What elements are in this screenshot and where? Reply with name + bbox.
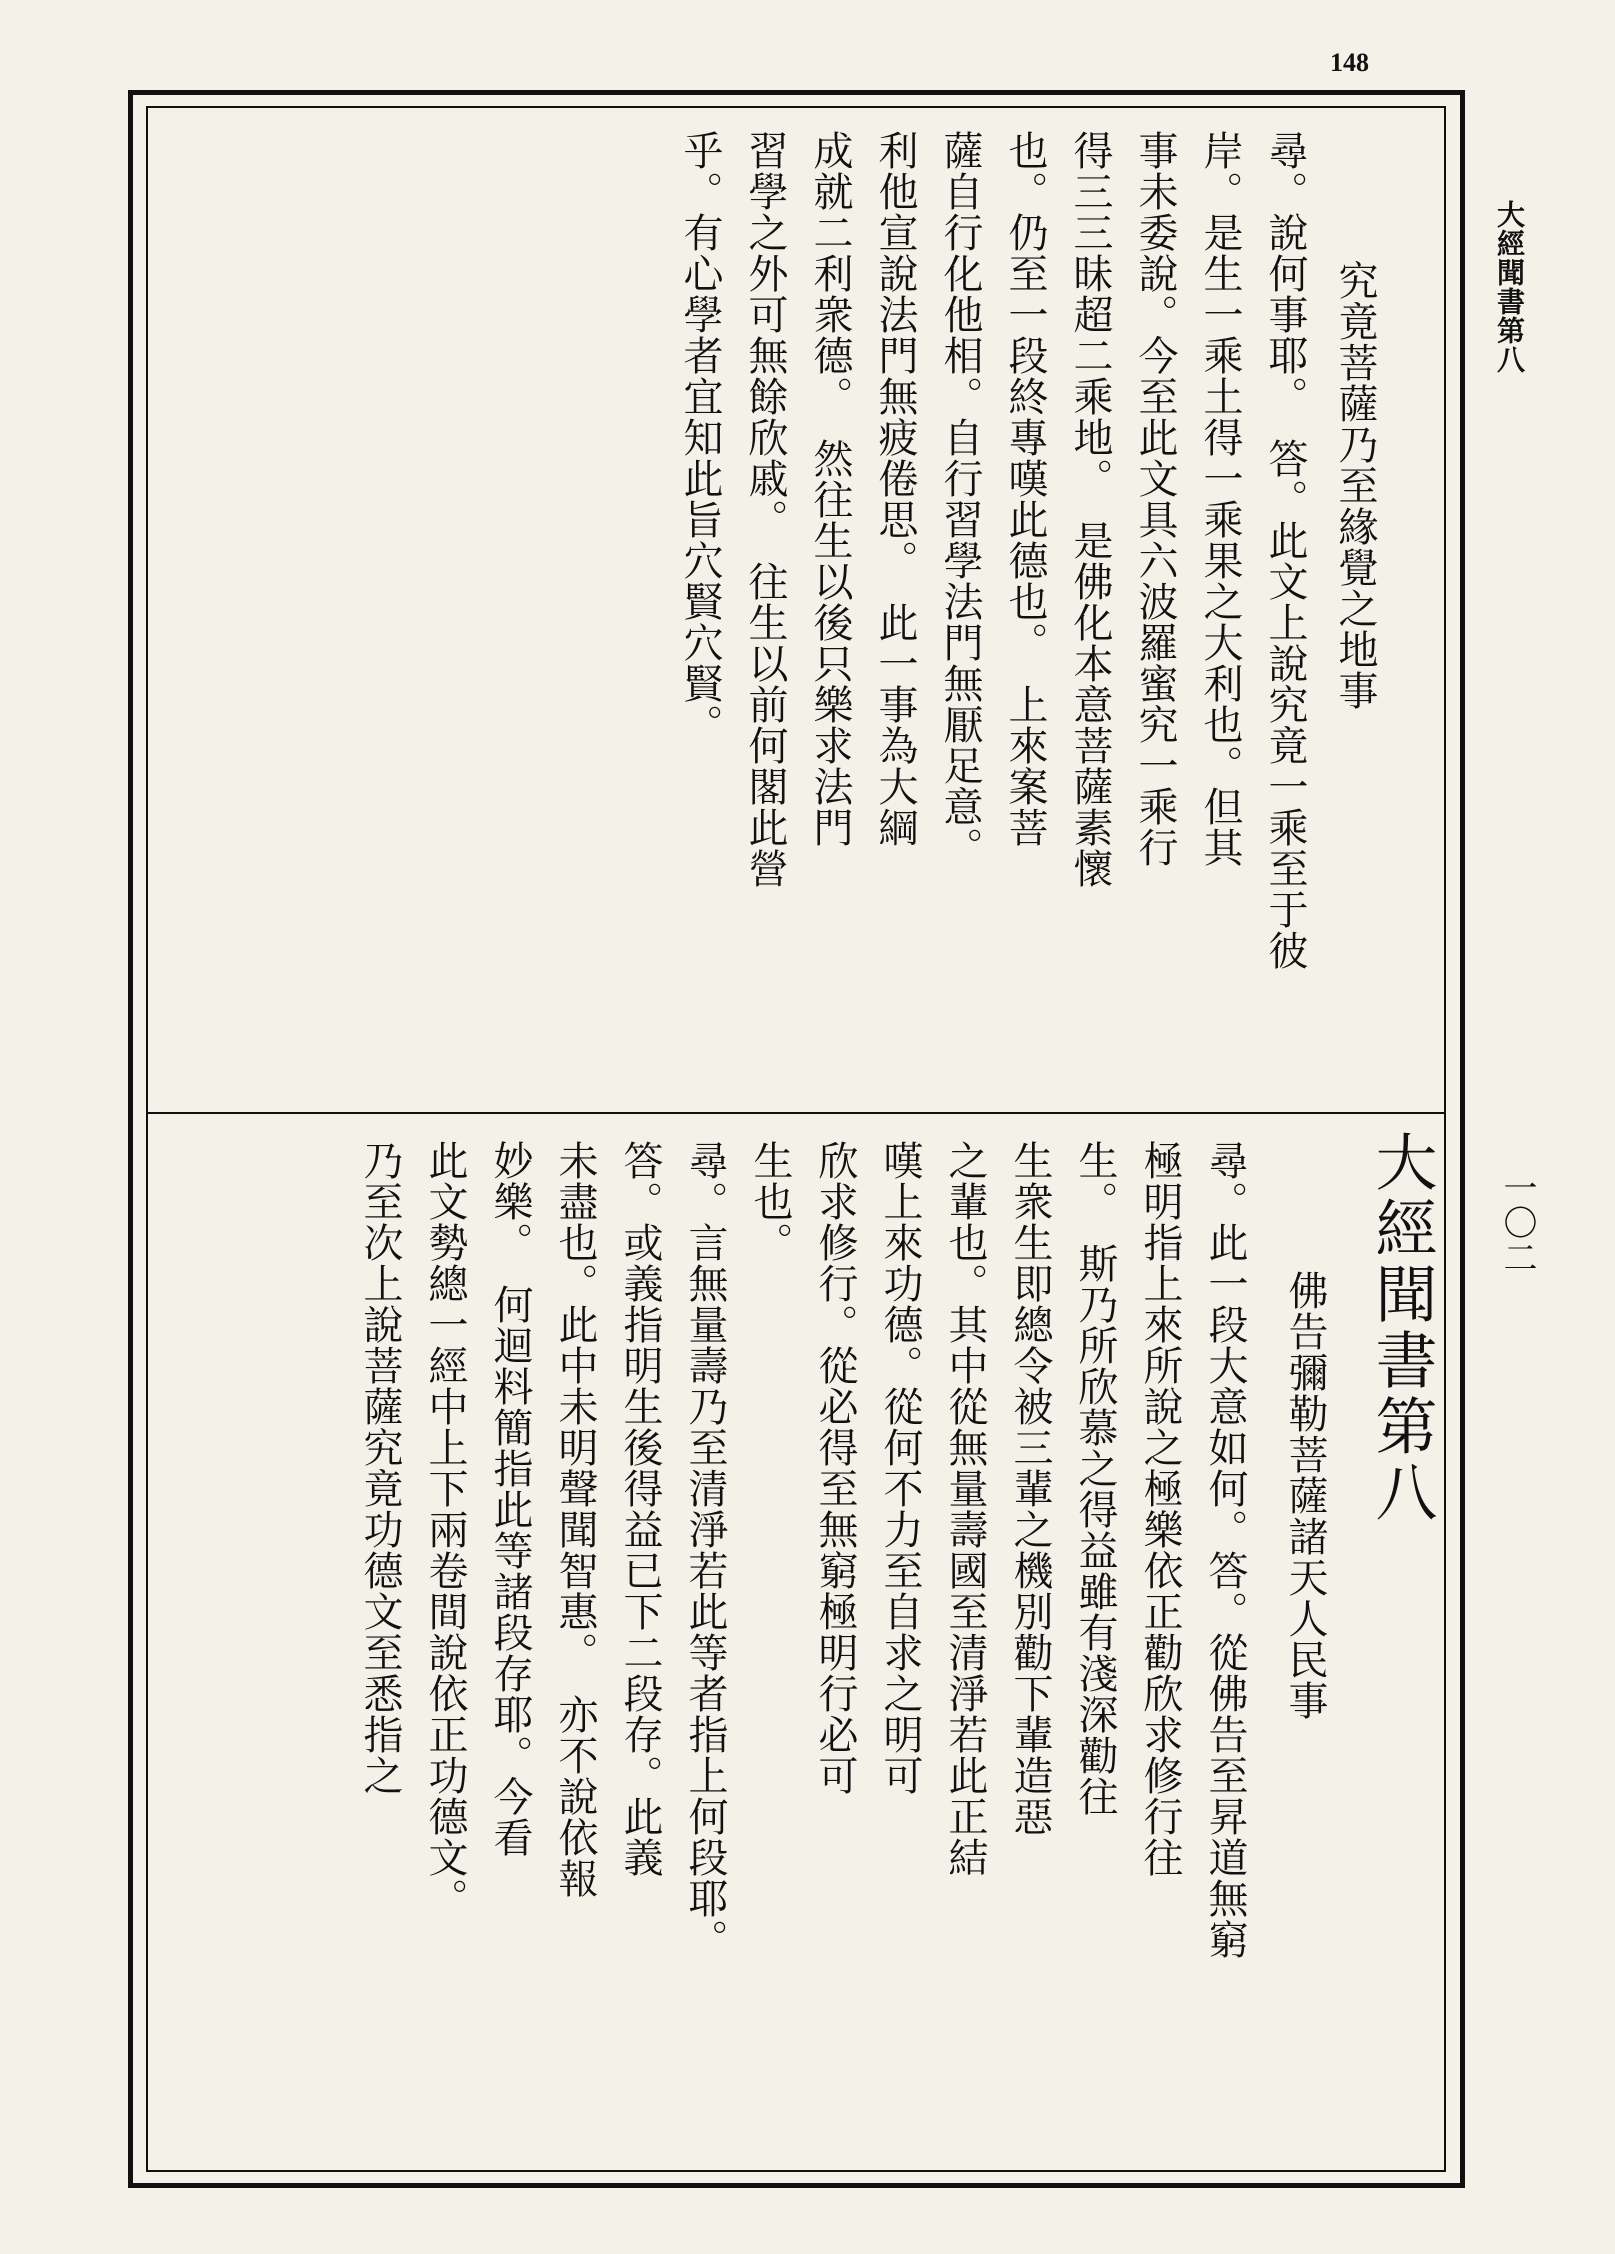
top-column-8: 成就二利衆德。 然往生以後只樂求法門 xyxy=(807,130,853,848)
bottom-column-4: 生衆生即總令被三輩之機別勸下輩造惡 xyxy=(1007,1140,1053,1837)
bottom-column-6: 嘆上來功德。從何不力至自求之明可 xyxy=(877,1140,923,1796)
top-column-5: 也。仍至一段終專嘆此德也。 上來案菩 xyxy=(1002,130,1048,848)
bottom-column-12: 妙樂。 何迴料簡指此等諸段存耶。今看 xyxy=(487,1140,533,1858)
bottom-column-13: 此文勢總一經中上下兩卷間說依正功德文。 xyxy=(422,1140,468,1919)
top-column-7: 利他宣說法門無疲倦思。 此一事為大綱 xyxy=(872,130,918,848)
top-column-9: 習學之外可無餘欣戚。 往生以前何閣此營 xyxy=(742,130,788,889)
side-title: 大經聞書第八 xyxy=(1493,200,1526,374)
bottom-section-heading: 佛告彌勒菩薩諸天人民事 xyxy=(1282,1270,1328,1721)
page-number: 148 xyxy=(1330,48,1369,77)
bottom-column-1: 尋。此一段大意如何。答。從佛告至昇道無窮 xyxy=(1202,1140,1248,1960)
bottom-column-5: 之輩也。其中從無量壽國至清淨若此正結 xyxy=(942,1140,988,1878)
bottom-column-7: 欣求修行。從必得至無窮極明行必可 xyxy=(812,1140,858,1796)
section-divider xyxy=(148,1112,1444,1114)
bottom-column-11: 未盡也。此中未明聲聞智惠。 亦不說依報 xyxy=(552,1140,598,1899)
bottom-column-14: 乃至次上說菩薩究竟功德文至悉指之 xyxy=(357,1140,403,1796)
top-column-4: 得三三昧超二乘地。 是佛化本意菩薩素懷 xyxy=(1067,130,1113,889)
chapter-title: 大經聞書第八 xyxy=(1365,1130,1438,1526)
inner-frame xyxy=(146,106,1446,2172)
top-column-3: 事未委說。今至此文具六波羅蜜究一乘行 xyxy=(1132,130,1178,868)
top-column-10: 乎。有心學者宜知此旨穴賢穴賢。 xyxy=(677,130,723,745)
bottom-column-9: 尋。言無量壽乃至清淨若此等者指上何段耶。 xyxy=(682,1140,728,1960)
bottom-column-10: 答。或義指明生後得益已下二段存。此義 xyxy=(617,1140,663,1878)
folio-number: 一〇二 xyxy=(1497,1170,1537,1275)
bottom-column-3: 生。 斯乃所欣慕之得益雖有淺深勸往 xyxy=(1072,1140,1118,1817)
top-column-1: 尋。說何事耶。 答。此文上說究竟一乘至于彼 xyxy=(1262,130,1308,971)
top-column-6: 薩自行化他相。自行習學法門無厭足意。 xyxy=(937,130,983,868)
top-column-2: 岸。是生一乘土得一乘果之大利也。但其 xyxy=(1197,130,1243,868)
top-section-heading: 究竟菩薩乃至緣覺之地事 xyxy=(1332,260,1378,711)
bottom-column-8: 生也。 xyxy=(747,1140,793,1263)
bottom-column-2: 極明指上來所說之極樂依正勸欣求修行往 xyxy=(1137,1140,1183,1878)
